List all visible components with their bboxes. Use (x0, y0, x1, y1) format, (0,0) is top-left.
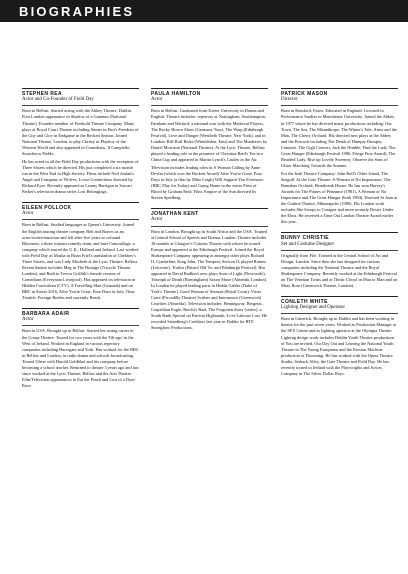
bio-name: BUNNY CHRISTIE (281, 235, 330, 242)
biography-entry (22, 202, 139, 301)
bio-role: Actor (22, 317, 34, 323)
bio-paragraph: Born in London. Brought up in South Africa and the USA. Trained at Central School of Speech and Drama, London. Theatre includes 18 months at Glasgow's Citizens Theatre with whom he toured Europe and appeared at the Edinburgh Festival. Joined the Royal Shakespeare Company appearing in amongst other plays Richard II, Cymbeline, King John, The Tempest, Section II, played Romeo (Leicester), Troilus (Bristol Old Vic and Edinburgh Festival). Has appeared in David Rudkin's new plays Sons of Light (Newcastle), Triumph of Death (Birmingham) Saxon Shore (Almeida, London). In London he played leading parts in Hedda Gabler (Duke of York's Theatre), Good Woman of Setzuan (Royal Court), Vieux Carre (Piccadilly Theatre) Scribes and Intermezzo (Greenwich) Cruelties (Almeida). Television includes: Hemingway, Bergerac, Carpathian Eagle, Brecht's Baal, The Forgotten Story (series), a South Bank Special on Patricia Highsmith, Love Labours Lost. He recorded Strindberg's Creditors last year in Dublin for RTE Stronghow Productions. (151, 228, 268, 331)
divider (22, 105, 139, 106)
bio-paragraph: He has acted in all the Field Day productions with the exception of Three Sisters which he directed. His just completed a six month run in the West End in High Society. Films include Neil Jordan's Angel and Company of Wolves, Loose Connections directed by Richard Eyre. Recently appeared as Leamy Harrigan in Sorcart Parker's television drama series Lost Belongings. (22, 158, 139, 195)
divider (151, 105, 268, 106)
bio-name: CONLETH WHITE (281, 298, 328, 305)
bio-role: Actor (151, 97, 163, 103)
biography-column-3 (281, 88, 398, 384)
bio-role: Set and Costume Designer (281, 241, 335, 247)
divider (281, 105, 398, 106)
biography-entry (151, 88, 268, 201)
bio-name: BARBARA ADAIR (22, 311, 70, 318)
bio-role: Actor (151, 217, 163, 223)
divider (22, 325, 139, 326)
biography-entry (281, 88, 398, 225)
bio-name: STEPHEN REA (22, 91, 62, 97)
bio-name: EILEEN POLLOCK (22, 205, 72, 212)
page-title: BIOGRAPHIES (19, 4, 135, 19)
biography-entry (22, 88, 139, 195)
bio-role: Actor (22, 211, 34, 217)
biography-column-1 (22, 88, 139, 396)
bio-role: Actor and Co-Founder of Field Day (22, 97, 94, 103)
biography-entry (281, 296, 398, 377)
biography-entry (281, 232, 398, 289)
divider (22, 219, 139, 220)
page-header (0, 0, 408, 22)
biography-column-2 (151, 88, 268, 338)
bio-name: PAULA HAMILTON (151, 91, 201, 97)
biography-entry (22, 308, 139, 389)
bio-paragraph: Born in Limerick. Brought up in Dublin and has been working in theatre for the past seven years. Worked as Production Manager at the SFX Centre and as lighting operator at the Olympia Theatre. Lighting design work includes Dublin Youth Theatre productions of You are invited, Our Day Out and Leaving the National Youth Theatre in The Young Europeans and the Passion Machine production of Drowning. He has worked with the Opera Theatre Studio, Setback Alley, the Gate Theatre and Field Day. He has recently toured in Ireland with the Playwrights and Actors Company in The Silver Dollar Boys. (281, 316, 397, 376)
biography-entry (151, 208, 268, 331)
divider (151, 226, 268, 227)
divider (281, 313, 398, 314)
divider (281, 250, 398, 251)
bio-paragraph: Born in Belfast. Started acting with the Abbey Theatre, Dublin. First London appearance in Shadow of a Gunman (National Theatre). Founder member of Freehold Theatre Company. Many plays at Royal Court Theatre including Sinner in Emi's Freedom of the City and Clov in Endgame in the Beckett Season. Joined National Theatre, London, to play Christy in Playboy of the Western World and also appeared in Comedians, II Campiello, Strawberry Fields. (22, 108, 139, 156)
bio-name: JONATHAN KENT (151, 211, 199, 218)
bio-paragraph: Born in Belfast. Graduated from Exeter University in Drama and English. Theatre includes: repertory at Nottingham, Southampton, Farnham and Watford; a national tour with the Medieval Players, The Rocky Horror Show (Germany Tour), The Warp (Edinburgh Festival), Love and Danger (Westbeth Theatre, New York), and in London: Riff Raff Rules (Wimbledon, East) and The Murderers by Daniel Morrison (National Theatre). At the Lyric Theatre, Belfast played a leading role in the premiere of Christina Reid's Tea in a China Cup and appeared in Martin Lynch's Castles in the Air. (151, 108, 268, 162)
bio-paragraph: Television includes leading roles in A Woman Calling by Anne Devlin (which won the Beckett Award) After You're Gone, Four Days in July (a film by Mike Leigh) Will Support You Evermore (BBC Play for Today) and Going Home in the series Firm of Blood by Graham Reid. Film: Empire of the Sun directed by Steven Spielberg. (151, 164, 264, 201)
bio-name: PATRICK MASON (281, 91, 328, 97)
bio-role: Lighting Designer and Operator (281, 305, 346, 311)
bio-paragraph: Born in Belfast. Studied languages at Queen's University. Joined the English touring theatre company Belt and Braces as an actor/writer/musician and left after five years to cofound Bloomers, a three woman comedy team, and later Camouflage, a company which toured the U.K., Holland and Ireland. Last worked with Field Day as Masha in Brian Friel's translation of Chekhov's Three Sisters, and was Lady Macbeth at the Lyric Theatre, Belfast. Recent theatre includes Meg in The Hostage (Tricycle Theatre, London), and Ruth in Trevor Griffith's female version of Comedians (Everyman Liverpool). Has appeared on television in Hidden Curriculum (CTV), A Travelling Man (Granada) and on BBC in Easter 2016, After You're Gone, Four Days in July, Time Trouble, Foreign Bodies and currently Brush. (22, 222, 139, 301)
bio-paragraph: Born in USA. Brought up in Belfast. Started her acting career in the Group Theatre. Toured for two years with the Tilt-ups' in the West of Ireland. Worked in England in various repertory companies including Harrogate and York. Has worked for the BBC in Belfast and London, in radio drama and schools broadcasting. Toured Ulster with Harold Goldblatt and his company before becoming a school teacher. Returned to theatre 3 years ago and has since worked at the Lyric Theatre, Belfast and the Arts Theatre. Film/Television appearances in Eat the Peach and Lost of a Dyin' Race. (22, 328, 139, 388)
bio-role: Director (281, 97, 298, 103)
bio-paragraph: Originally from Fife. Trained at the Central School of Art and Design, London. Since then she has designed for various companies including the National Theatre and the Royal Shakespeare Company. Recently worked at the Edinburgh Festival on The Venetian Twins and at Theatr Clwyd in Man to Man and on Mary Rose (Greenwich Theatre, London). (281, 252, 398, 288)
bio-paragraph: For the Irish Theatre Company: John Bull's Other Island, The Seagull. At the Gate Theatre: A Woman of No Importance, The Barnabas Orchard, Heartbreak House. He has won Harvey's Awards for The Pirates of Penzance (1981), A Woman of No Importance and The Great Hunger (both 1984). Directed St Joan at the Guthrie Theatre, Minneapolis (1986). His London work includes She Stoops to Conquer and more recently Desire Under the Elms. He received a Time Out London Theatre Award earlier this year. (281, 170, 398, 225)
bio-paragraph: Born in Romford, Essex. Educated in England. Lectured in Performance Studies in Manchester University. Joined the Abbey in 1977 where he has directed many productions including: Our Town, The Sea, The Misanthrope, The Winter's Tale, Arms and the Man, The Cherry Orchard. His directed new plays at the Abbey and the Peacock including The Death of Humpty Dumpty, Canaries, The Gigli Concert, Jack the Nimble, Find the Lady, The Great Hunger (Edinburgh Festival 1986, Fringe First Award), The Bearded Lady, Rise up Lovely Sweeney, Observe the Sons of Ulster Marching Towards the Somme. (281, 108, 397, 168)
